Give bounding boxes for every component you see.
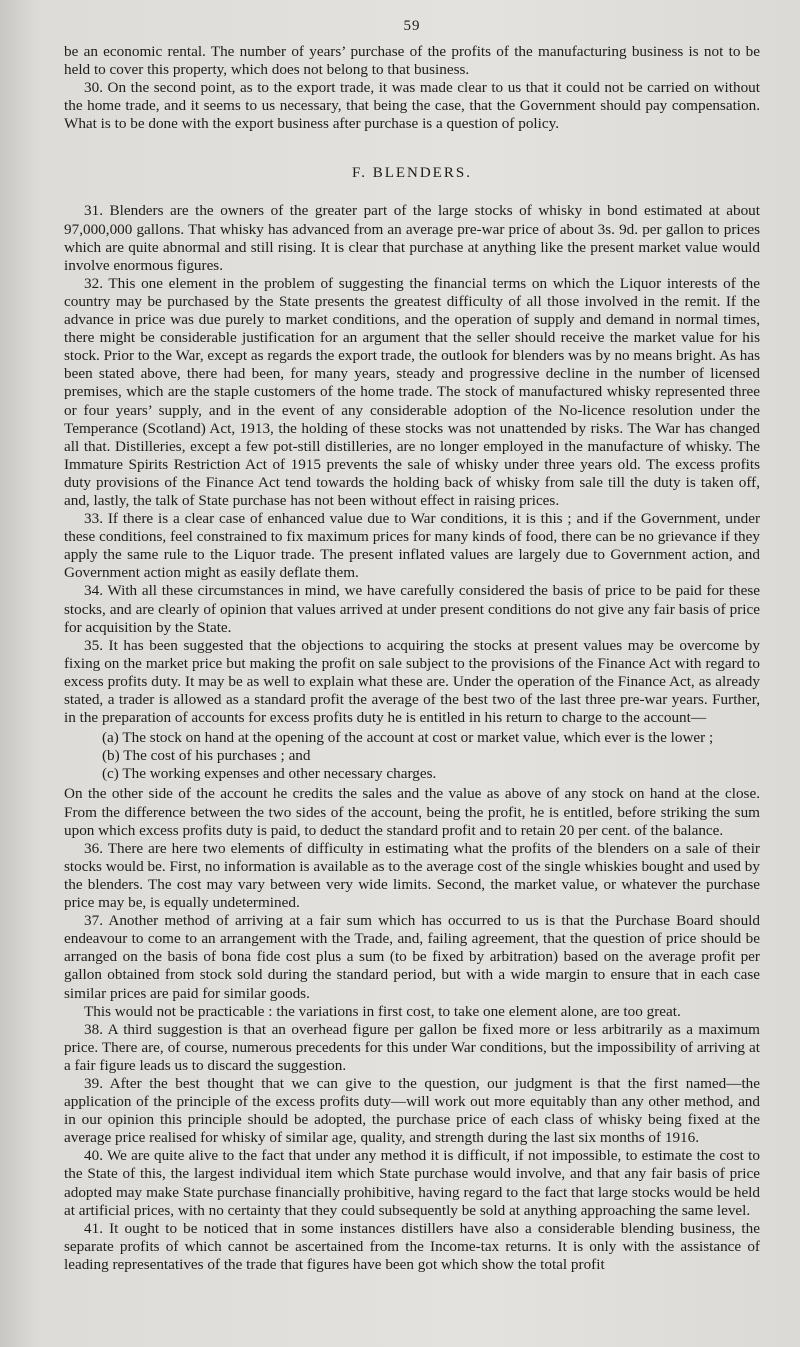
paragraph: This would not be practicable : the variations in first cost, to take one element alone, are too great. xyxy=(84,1002,681,1020)
paragraph: On the other side of the account he credits the sales and the value as above of any stock on hand at the close. From the difference between the two sides of the account, being the profit, he is entitled, before striking the sum upon which excess profits duty is paid, to deduct the standard profit and to retain 20 per cent. of the balance. xyxy=(64,785,760,839)
charge-list xyxy=(64,729,760,783)
paragraph: 35. It has been suggested that the objections to acquiring the stocks at present values may be overcome by fixing on the market price but making the profit on sale subject to the provisions of the Finance Act with regard to excess profits duty. It may be as well to explain what these are. Under the operation of the Finance Act, as already stated, a trader is allowed as a standard profit the average of the best two of the last three pre-war years. Further, in the preparation of accounts for excess profits duty he is entitled in his return to charge to the account— xyxy=(64,636,760,727)
paragraph: 34. With all these circumstances in mind, we have carefully considered the basis of price to be paid for these stocks, and are clearly of opinion that values arrived at under present conditions do not give any fair basis of price for acquisition by the State. xyxy=(64,582,760,636)
paragraph: 32. This one element in the problem of suggesting the financial terms on which the Liquor interests of the country may be purchased by the State presents the greatest difficulty of all those involved in the remit. If the advance in price was due purely to market conditions, and the operation of supply and demand in normal times, there might be considerable justification for an argument that the seller should receive the market value for his stock. Prior to the War, except as regards the export trade, the outlook for blenders was by no means bright. As has been stated above, there had been, for many years, steady and progressive decline in the number of licensed premises, which are the staple customers of the home trade. The stock of manufactured whisky represented three or four years’ supply, and in the event of any considerable adoption of the No-licence resolution under the Temperance (Scotland) Act, 1913, the holding of these stocks was not unattended by risks. The War has changed all that. Distilleries, except a few pot-still distilleries, are no longer employed in the manufacture of whisky. The Immature Spirits Restriction Act of 1915 prevents the sale of whisky under three years old. The excess profits duty provisions of the Finance Act tend towards the holding back of whisky from sale till the duty is taken off, and, lastly, the talk of State purchase has not been without effect in raising prices. xyxy=(64,274,760,509)
paragraph: 36. There are here two elements of difficulty in estimating what the profits of the blenders on a sale of their stocks would be. First, no information is available as to the average cost of the single whiskies bought and used by the blenders. The cost may vary between very wide limits. Second, the market value, or whatever the purchase price may be, is equally undetermined. xyxy=(64,839,760,912)
paragraph: 37. Another method of arriving at a fair sum which has occurred to us is that the Purchase Board should endeavour to come to an arrangement with the Trade, and, failing agreement, that the question of price should be arranged on the basis of bona fide cost plus a sum (to be fixed by arbitration) based on the average profit per gallon obtained from stock sold during the standard period, but with a wide margin to ensure that in each case similar prices are paid for similar goods. xyxy=(64,912,760,1002)
paragraph: 41. It ought to be noticed that in some instances distillers have also a considerable blending business, the separate profits of which cannot be ascertained from the Income-tax returns. It is only with the assistance of leading representatives of the trade that figures have been got which show the total profit xyxy=(64,1219,760,1273)
list-item: (a) The stock on hand at the opening of the account at cost or market value, which ever is the lower ; xyxy=(102,729,714,747)
page-number: 59 xyxy=(403,18,421,34)
paragraph: 40. We are quite alive to the fact that under any method it is difficult, if not impossible, to estimate the cost to the State of this, the largest individual item which State purchase would involve, and that any fair basis of price adopted may make State purchase financially prohibitive, having regard to the fact that large stocks would be held at artificial prices, with no certainty that they could subsequently be sold at anything approaching the same level. xyxy=(64,1147,760,1219)
list-item: (c) The working expenses and other necessary charges. xyxy=(102,765,437,783)
section-heading: F. BLENDERS. xyxy=(352,165,472,182)
paragraph: 31. Blenders are the owners of the greater part of the large stocks of whisky in bond estimated at about 97,000,000 gallons. That whisky has advanced from an average pre-war price of about 3s. 9d. per gallon to prices which are quite abnormal and still rising. It is clear that purchase at anything like the present market value would involve enormous figures. xyxy=(64,202,760,274)
paragraph: 38. A third suggestion is that an overhead figure per gallon be fixed more or less arbitrarily as a maximum price. There are, of course, numerous precedents for this under War conditions, but the impossibility of arriving at a fair figure leads us to discard the suggestion. xyxy=(64,1020,760,1074)
paragraph: 30. On the second point, as to the export trade, it was made clear to us that it could not be carried on without the home trade, and it seems to us necessary, that being the case, that the Government should pay compensation. What is to be done with the export business after purchase is a question of policy. xyxy=(64,79,760,133)
paragraph: 39. After the best thought that we can give to the question, our judgment is that the first named—the application of the principle of the excess profits duty—will work out more equitably than any other method, and in our opinion this principle should be adopted, the purchase price of each class of whisky being fixed at the average price realised for whisky of similar age, quality, and strength during the last six months of 1916. xyxy=(64,1074,760,1147)
paragraph: be an economic rental. The number of years’ purchase of the profits of the manufacturing business is not to be held to cover this property, which does not belong to that business. xyxy=(64,43,760,79)
list-item: (b) The cost of his purchases ; and xyxy=(102,747,311,765)
paragraph: 33. If there is a clear case of enhanced value due to War conditions, it is this ; and if the Government, under these conditions, feel constrained to fix maximum prices for many kinds of food, there can be no grievance if they apply the same rule to the Liquor trade. The present inflated values are largely due to Government action, and Government action might as easily deflate them. xyxy=(64,510,760,582)
